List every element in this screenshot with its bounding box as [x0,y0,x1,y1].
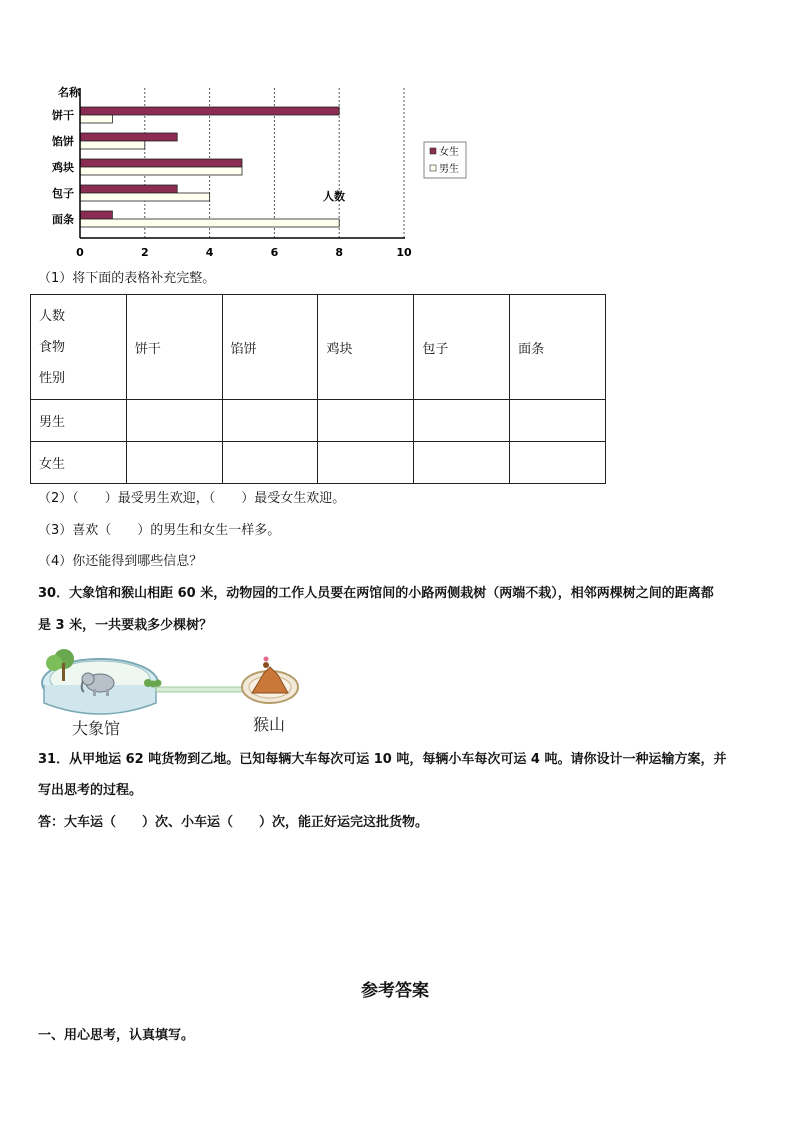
answer-cell[interactable] [510,442,606,484]
x-tick-label: 8 [335,246,344,259]
bar-male [80,219,339,227]
q29-part1: （1）将下面的表格补充完整。 [38,271,216,286]
q31-answer: 答：大车运（ ）次、小车运（ ）次，能正好运完这批货物。 [38,815,429,830]
q30-line2: 是 3 米，一共要栽多少棵树？ [38,618,213,633]
answers-section1: 一、用心思考，认真填写。 [38,1028,195,1043]
q31-line1: 31．从甲地运 62 吨货物到乙地。已知每辆大车每次可运 10 吨，每辆小车每次可运 4 吨。请你设计一种运输方案，并 [38,752,727,767]
answer-cell[interactable] [510,400,606,442]
path-with-trees-icon [144,679,246,692]
answer-cell[interactable] [222,400,318,442]
legend-swatch-male [430,165,436,171]
table-header-cell: 包子 [414,295,510,400]
table-header-cell: 馅饼 [222,295,318,400]
category-label: 饼干 [52,109,74,122]
q30-line1: 30．大象馆和猴山相距 60 米，动物园的工作人员要在两馆间的小路两侧栽树（两端不栽），相邻两棵树之间的距离都 [38,586,714,601]
x-tick-labels [76,246,412,259]
table-corner-cell [31,295,127,400]
label-monkey-hill: 猴山 [253,715,286,734]
count-annotation: 人数 [323,190,345,203]
food-preference-bar-chart [30,78,490,264]
corner-label-gender: 性别 [39,370,66,386]
category-labels [51,108,74,226]
answer-cell[interactable] [318,442,414,484]
bar-female [80,133,177,141]
bar-male [80,115,112,123]
zoo-illustration [38,645,308,740]
answer-cell[interactable] [222,442,318,484]
answer-cell[interactable] [318,400,414,442]
bar-male [80,193,210,201]
legend-label-female: 女生 [439,147,459,158]
category-label: 馅饼 [52,135,74,148]
corner-label-count: 人数 [39,308,66,324]
bar-female [80,211,112,219]
row-label-female: 女生 [31,442,127,484]
q29-part2: （2）（ ）最受男生欢迎，（ ）最受女生欢迎。 [38,491,346,506]
table-row [31,442,606,484]
x-tick-label: 0 [76,246,84,259]
row-label-male: 男生 [31,400,127,442]
category-label: 包子 [52,187,74,200]
bar-female [80,185,177,193]
label-elephant-house: 大象馆 [72,719,121,738]
legend-label-male: 男生 [439,164,459,175]
monkey-hill-icon [242,657,298,704]
elephant-house-icon [42,649,158,714]
q29-part4: （4）你还能得到哪些信息？ [38,554,203,569]
answers-title: 参考答案 [361,981,429,1001]
bar-male [80,141,145,149]
x-tick-label: 4 [205,246,214,259]
category-label: 鸡块 [52,161,74,174]
table-header-cell: 饼干 [126,295,222,400]
answer-cell[interactable] [126,400,222,442]
table-row [31,400,606,442]
answer-cell[interactable] [126,442,222,484]
q31-line2: 写出思考的过程。 [38,783,143,798]
bar-female [80,159,242,167]
answer-cell[interactable] [414,400,510,442]
x-tick-label: 2 [140,246,149,259]
y-axis-title: 名称 [58,86,80,99]
x-tick-label: 6 [270,246,279,259]
answer-cell[interactable] [414,442,510,484]
legend-swatch-female [430,148,436,154]
q29-part3: （3）喜欢（ ）的男生和女生一样多。 [38,523,281,538]
fill-in-table [30,294,606,484]
bar-female [80,107,339,115]
bar-male [80,167,242,175]
corner-label-food: 食物 [39,339,66,355]
table-header-cell: 鸡块 [318,295,414,400]
x-tick-label: 10 [396,246,412,259]
table-header-cell: 面条 [510,295,606,400]
category-label: 面条 [52,213,74,226]
